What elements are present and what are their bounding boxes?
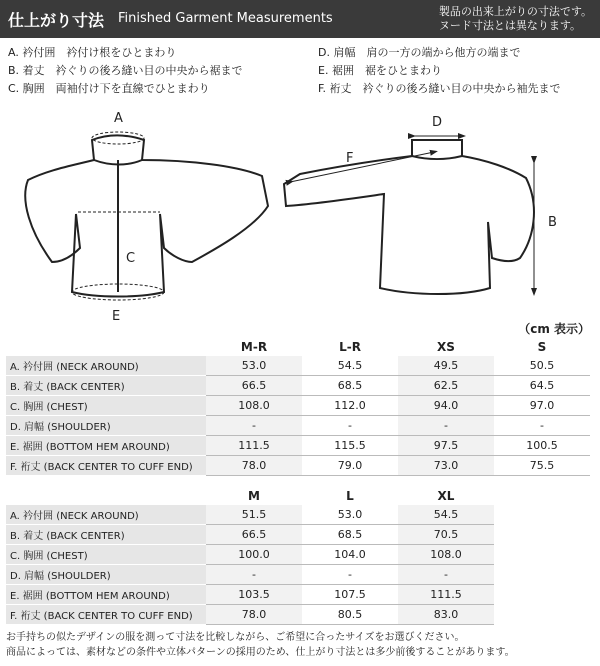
row-label: E. 裾囲 (BOTTOM HEM AROUND)	[6, 436, 206, 456]
cell-value: 62.5	[398, 376, 494, 396]
table-row	[6, 505, 494, 525]
title-ja: 仕上がり寸法	[8, 11, 105, 30]
label-b: B	[548, 215, 557, 230]
row-label: B. 着丈 (BACK CENTER)	[6, 525, 206, 545]
table-row	[6, 545, 494, 565]
cell-value: 75.5	[494, 456, 590, 476]
size-table-1	[6, 337, 590, 476]
row-label: A. 衿付囲 (NECK AROUND)	[6, 505, 206, 525]
cell-value: 66.5	[206, 525, 302, 545]
legend-item-e: E. 裾囲 裾をひとまわり	[318, 64, 442, 77]
cell-value: 73.0	[398, 456, 494, 476]
table2-size-header: L	[346, 488, 354, 503]
row-label: C. 胸囲 (CHEST)	[6, 545, 206, 565]
measure-f-line	[290, 152, 434, 182]
table-row	[6, 376, 590, 396]
row-label: D. 肩幅 (SHOULDER)	[6, 565, 206, 585]
table1-header-row	[6, 337, 590, 356]
cell-value: 94.0	[398, 396, 494, 416]
cell-value: 50.5	[494, 356, 590, 376]
label-c: C	[126, 251, 136, 266]
cell-value: 54.5	[398, 505, 494, 525]
cell-value: 64.5	[494, 376, 590, 396]
table-row	[6, 416, 590, 436]
label-f: F	[346, 151, 354, 166]
cell-value: -	[398, 565, 494, 585]
cell-value: 115.5	[302, 436, 398, 456]
table1-size-header: S	[537, 339, 547, 354]
legend-item-a: A. 衿付囲 衿付け根をひとまわり	[8, 46, 177, 59]
cell-value: 78.0	[206, 456, 302, 476]
legend-item-c: C. 胸囲 両袖付け下を直線でひとまわり	[8, 82, 210, 95]
table2-size-header: M	[248, 488, 260, 503]
cell-value: -	[206, 416, 302, 436]
table-row	[6, 565, 494, 585]
cell-value: 68.5	[302, 525, 398, 545]
cell-value: 78.0	[206, 605, 302, 625]
table2-size-header: XL	[437, 488, 455, 503]
cell-value: 53.0	[302, 505, 398, 525]
page-header	[0, 0, 600, 38]
table-row	[6, 525, 494, 545]
cell-value: 111.5	[206, 436, 302, 456]
cell-value: 100.0	[206, 545, 302, 565]
title-en: Finished Garment Measurements	[118, 11, 333, 26]
table-row	[6, 356, 590, 376]
cell-value: 68.5	[302, 376, 398, 396]
cell-value: 111.5	[398, 585, 494, 605]
table-row	[6, 605, 494, 625]
cell-value: 51.5	[206, 505, 302, 525]
cell-value: -	[494, 416, 590, 436]
cell-value: 49.5	[398, 356, 494, 376]
table-row	[6, 456, 590, 476]
label-a: A	[114, 111, 123, 126]
table1-size-header: L-R	[339, 339, 361, 354]
label-e: E	[112, 309, 121, 320]
table1-size-header: M-R	[240, 339, 268, 354]
cell-value: 53.0	[206, 356, 302, 376]
row-label: F. 裄丈 (BACK CENTER TO CUFF END)	[6, 456, 206, 476]
table-row	[6, 396, 590, 416]
cell-value: -	[302, 416, 398, 436]
table1-size-header: XS	[437, 339, 455, 354]
row-label: C. 胸囲 (CHEST)	[6, 396, 206, 416]
header-note-line1: 製品の出来上がりの寸法です。	[438, 5, 592, 18]
row-label: B. 着丈 (BACK CENTER)	[6, 376, 206, 396]
garment-diagram	[0, 100, 600, 320]
row-label: F. 裄丈 (BACK CENTER TO CUFF END)	[6, 605, 206, 625]
legend-item-b: B. 着丈 衿ぐりの後ろ縫い目の中央から裾まで	[8, 64, 243, 77]
footer-line1: お手持ちの似たデザインの服を測って寸法を比較しながら、ご希望に合ったサイズをお選びください。	[6, 632, 465, 643]
cell-value: -	[398, 416, 494, 436]
cell-value: 103.5	[206, 585, 302, 605]
cell-value: 70.5	[398, 525, 494, 545]
cell-value: 107.5	[302, 585, 398, 605]
footer-line2: 商品によっては、素材などの条件や立体パターンの採用のため、仕上がり寸法とは多少前後することがあります。	[6, 647, 515, 658]
back-view-drawing	[284, 140, 534, 294]
cell-value: 97.5	[398, 436, 494, 456]
cell-value: 97.0	[494, 396, 590, 416]
legend-left	[8, 44, 243, 98]
cell-value: -	[302, 565, 398, 585]
cell-value: 108.0	[398, 545, 494, 565]
cell-value: 104.0	[302, 545, 398, 565]
cell-value: 66.5	[206, 376, 302, 396]
row-label: E. 裾囲 (BOTTOM HEM AROUND)	[6, 585, 206, 605]
unit-label: （cm 表示）	[518, 322, 590, 336]
table2-header-row	[6, 486, 494, 505]
cell-value: 80.5	[302, 605, 398, 625]
cell-value: 54.5	[302, 356, 398, 376]
cell-value: 112.0	[302, 396, 398, 416]
label-d: D	[432, 115, 443, 130]
cell-value: 79.0	[302, 456, 398, 476]
front-view-drawing	[25, 136, 268, 297]
row-label: D. 肩幅 (SHOULDER)	[6, 416, 206, 436]
footer-note	[6, 630, 515, 660]
cell-value: 108.0	[206, 396, 302, 416]
legend-right	[318, 44, 561, 98]
legend-item-f: F. 裄丈 衿ぐりの後ろ縫い目の中央から袖先まで	[318, 82, 561, 95]
cell-value: 83.0	[398, 605, 494, 625]
header-note	[439, 5, 592, 33]
cell-value: -	[206, 565, 302, 585]
table-row	[6, 436, 590, 456]
table-row	[6, 585, 494, 605]
row-label: A. 衿付囲 (NECK AROUND)	[6, 356, 206, 376]
legend-item-d: D. 肩幅 肩の一方の端から他方の端まで	[318, 46, 521, 59]
size-table-2	[6, 486, 494, 625]
header-note-line2: ヌード寸法とは異なります。	[438, 19, 581, 32]
cell-value: 100.5	[494, 436, 590, 456]
